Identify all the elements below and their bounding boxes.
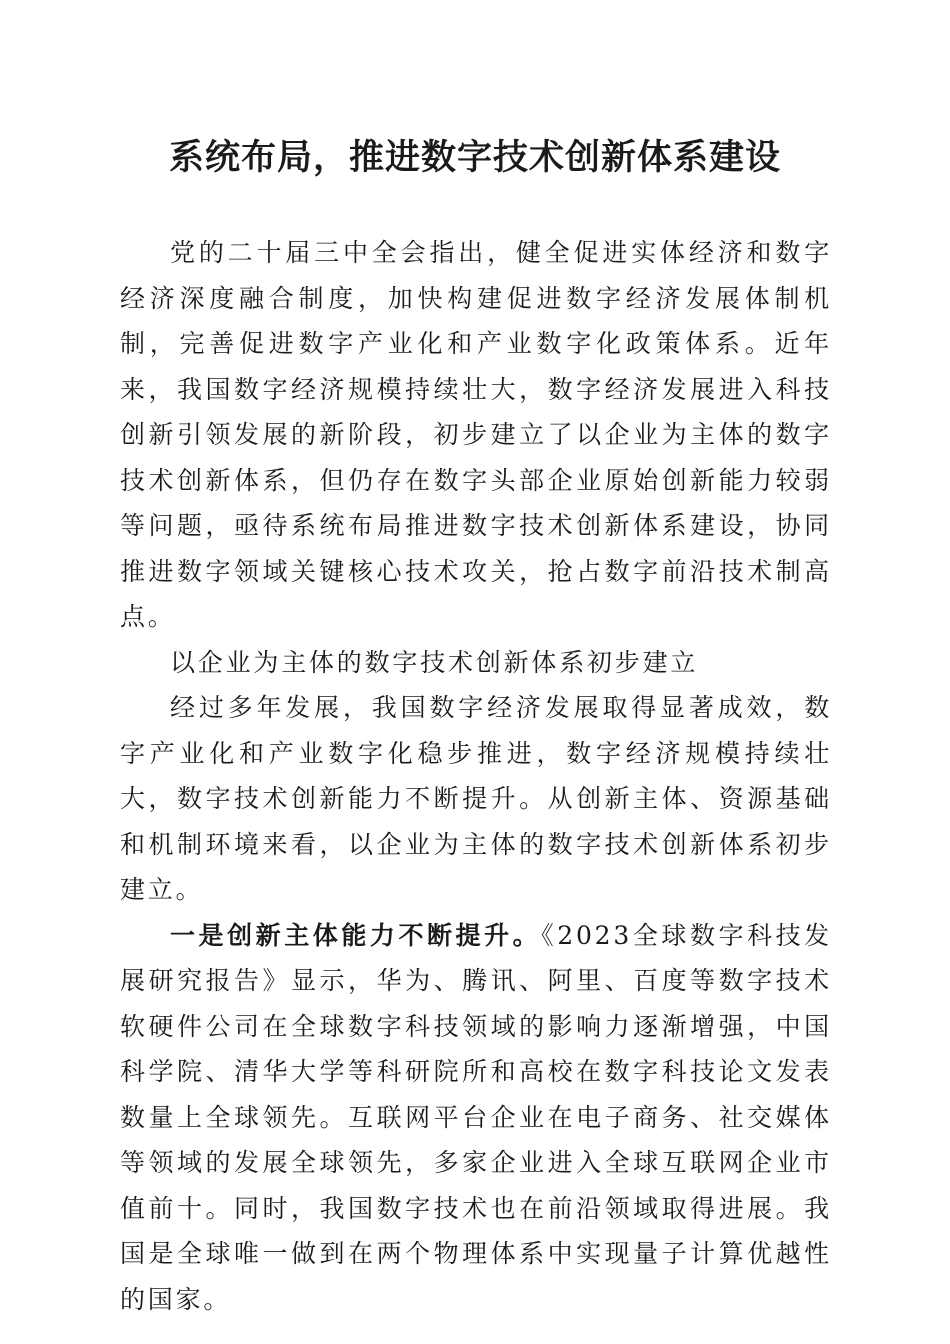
paragraph-intro-text: 党的二十届三中全会指出，健全促进实体经济和数字经济深度融合制度，加快构建促进数字经济发展体制机制，完善促进数字产业化和产业数字化政策体系。近年来，我国数字经济规模持续壮大，数字经济发展进入科技创新引领发展的新阶段，初步建立了以企业为主体的数字技术创新体系，但仍存在数字头部企业原始创新能力较弱等问题，亟待系统布局推进数字技术创新体系建设，协同推进数字领域关键核心技术攻关，抢占数字前沿技术制高点。: [120, 238, 832, 631]
document-body: [120, 230, 832, 1322]
document-title: 系统布局，推进数字技术创新体系建设: [168, 137, 781, 178]
paragraph-point-one-text: 《2023全球数字科技发展研究报告》显示，华为、腾讯、阿里、百度等数字技术软硬件公司在全球数字科技领域的影响力逐渐增强，中国科学院、清华大学等科研院所和高校在数字科技论文发表数量上全球领先。互联网平台企业在电子商务、社交媒体等领域的发展全球领先，多家企业进入全球互联网企业市值前十。同时，我国数字技术也在前沿领域取得进展。我国是全球唯一做到在两个物理体系中实现量子计算优越性的国家。: [120, 920, 832, 1314]
paragraph-intro: [120, 230, 832, 640]
paragraph-overview-text: 经过多年发展，我国数字经济发展取得显著成效，数字产业化和产业数字化稳步推进，数字经济规模持续壮大，数字技术创新能力不断提升。从创新主体、资源基础和机制环境来看，以企业为主体的数字技术创新体系初步建立。: [120, 693, 832, 904]
paragraph-point-one: [120, 913, 832, 1323]
section-heading-text: 以企业为主体的数字技术创新体系初步建立: [170, 647, 699, 677]
section-heading: [120, 640, 832, 686]
paragraph-point-one-lead: 一是创新主体能力不断提升。: [170, 920, 542, 950]
paragraph-overview: [120, 685, 832, 913]
